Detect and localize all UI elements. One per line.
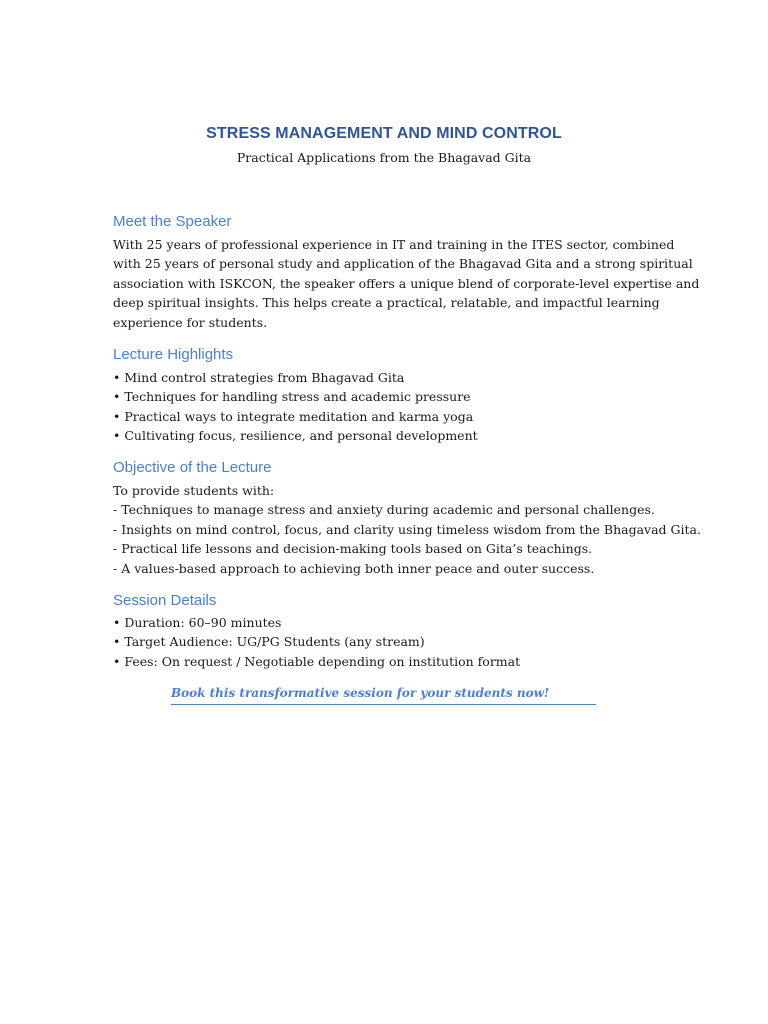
list-item: • Mind control strategies from Bhagavad Gita	[113, 370, 405, 385]
objective-intro: To provide students with:	[113, 483, 275, 498]
heading-session-details: Session Details	[113, 592, 217, 609]
highlights-list	[113, 368, 658, 446]
list-item: • Duration: 60–90 minutes	[113, 615, 282, 630]
speaker-line: association with ISKCON, the speaker offers a unique blend of corporate-level expertise and	[113, 275, 700, 291]
speaker-line: deep spiritual insights. This helps create a practical, relatable, and impactful learning	[113, 295, 660, 311]
document-title: STRESS MANAGEMENT AND MIND CONTROL	[206, 125, 562, 142]
list-item: • Cultivating focus, resilience, and personal development	[113, 428, 478, 444]
speaker-line: experience for students.	[113, 314, 268, 330]
speaker-line: With 25 years of professional experience in IT and training in the ITES sector, combined	[113, 237, 675, 252]
list-item: - Insights on mind control, focus, and clarity using timeless wisdom from the Bhagavad Gita.	[113, 521, 701, 537]
list-item: - A values-based approach to achieving both inner peace and outer success.	[113, 560, 595, 576]
list-item: - Techniques to manage stress and anxiety during academic and personal challenges.	[113, 502, 655, 518]
heading-meet-the-speaker: Meet the Speaker	[113, 213, 232, 230]
list-item: • Practical ways to integrate meditation and karma yoga	[113, 408, 474, 424]
objective-list	[113, 481, 701, 578]
heading-objective: Objective of the Lecture	[113, 459, 272, 476]
list-item: - Practical life lessons and decision-making tools based on Gita’s teachings.	[113, 541, 593, 557]
call-to-action: Book this transformative session for your students now!	[171, 686, 596, 705]
heading-lecture-highlights: Lecture Highlights	[113, 346, 234, 363]
list-item: • Target Audience: UG/PG Students (any stream)	[113, 634, 425, 650]
speaker-line: with 25 years of personal study and application of the Bhagavad Gita and a strong spiritual	[113, 256, 693, 272]
session-list	[113, 613, 658, 671]
list-item: • Techniques for handling stress and academic pressure	[113, 389, 471, 405]
speaker-paragraph	[113, 235, 700, 332]
list-item: • Fees: On request / Negotiable depending on institution format	[113, 653, 521, 669]
document-subtitle: Practical Applications from the Bhagavad Gita	[236, 150, 532, 165]
